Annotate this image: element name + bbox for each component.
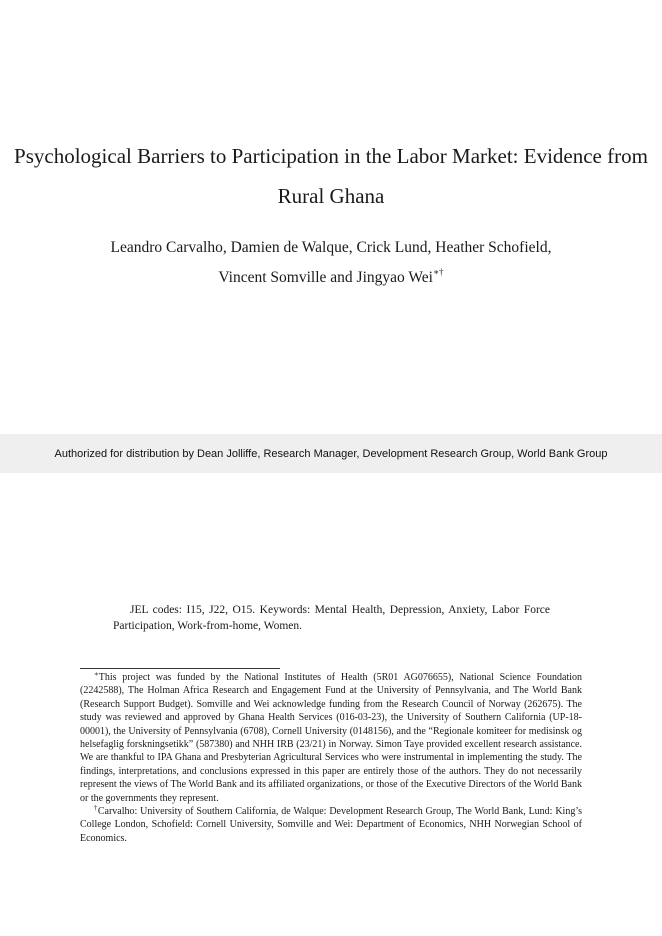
distribution-notice: Authorized for distribution by Dean Jolliffe, Research Manager, Development Research Group, World Bank Group	[54, 447, 608, 460]
author-list	[0, 233, 662, 293]
footnote-affiliations	[80, 805, 582, 845]
author-line-2-names: Vincent Somville and Jingyao Wei	[218, 269, 433, 286]
footnote-mark-dagger: †	[94, 804, 98, 813]
jel-keywords: JEL codes: I15, J22, O15. Keywords: Mental Health, Depression, Anxiety, Labor Force Participation, Work-from-home, Women.	[113, 604, 550, 632]
author-footnote-marks: ∗†	[432, 267, 444, 277]
author-line-1: Leandro Carvalho, Damien de Walque, Crick Lund, Heather Schofield,	[110, 239, 552, 256]
footnote-rule	[80, 668, 280, 669]
footnotes	[80, 671, 582, 845]
author-line-2	[0, 263, 662, 293]
footnote-funding-text: This project was funded by the National Institutes of Health (5R01 AG076655), National Science Foundation (2242588), The Holman Africa Research and Engagement Fund at the University of Pennsylvania, and The World Bank (Research Support Budget). Somville and Wei acknowledge funding from the Research Council of Norway (262675). The study was reviewed and approved by Ghana Health Services (016-03-23), the University of Southern California (UP-18-00001), the University of Pennsylvania (6708), Cornell University (0148156), and the “Regionale komiteer for medisinsk og helsefaglig forskningsetikk” (587380) and NHH IRB (23/21) in Norway. Simon Taye provided excellent research assistance. We are thankful to IPA Ghana and Presbyterian Agricultural Services who were instrumental in implementing the study. The findings, interpretations, and conclusions expressed in this paper are entirely those of the authors. They do not necessarily represent the views of The World Bank and its affiliated organizations, or those of the Executive Directors of the World Bank or the governments they represent.	[80, 672, 582, 804]
distribution-banner	[0, 434, 662, 473]
footnote-affiliations-text: Carvalho: University of Southern California, de Walque: Development Research Group, The World Bank, Lund: King’s College London, Schofield: Cornell University, Somville and Wei: Department of Economics, NHH Norwegian School of Economics.	[80, 806, 582, 844]
footnote-funding	[80, 671, 582, 805]
footnote-mark-star: ∗	[94, 670, 99, 678]
paper-title: Psychological Barriers to Participation in the Labor Market: Evidence from Rural Ghana	[14, 144, 648, 208]
